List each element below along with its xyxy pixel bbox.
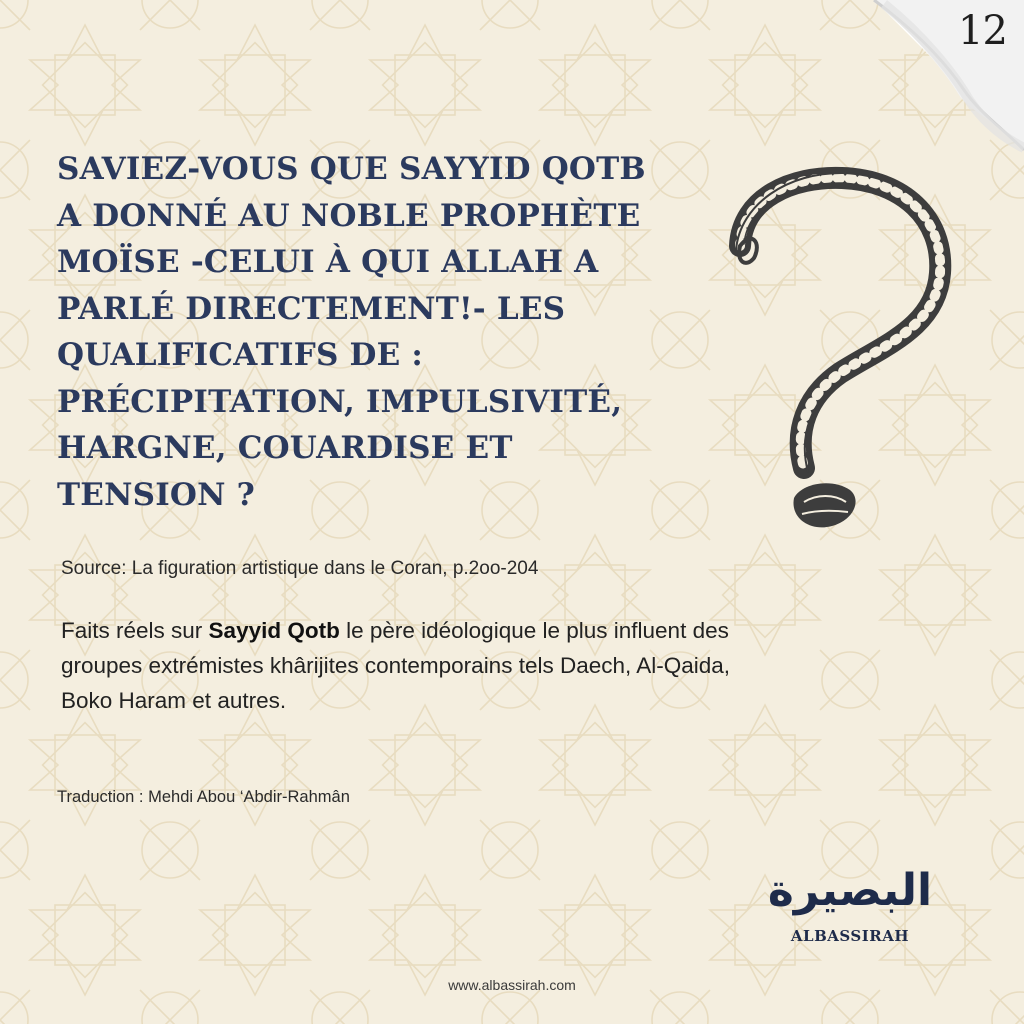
headline-line: PARLÉ DIRECTEMENT!- LES — [57, 290, 566, 327]
headline-line: SAVIEZ-VOUS QUE SAYYID QOTB — [57, 151, 646, 187]
logo-name: ALBASSIRAH — [790, 927, 910, 945]
svg-text:البصيرة: البصيرة — [767, 865, 933, 916]
facts-prefix: Faits réels sur — [61, 618, 209, 643]
headline-line: TENSION ? — [57, 476, 256, 513]
logo-calligraphy-icon — [767, 845, 933, 925]
website-link[interactable]: www.albassirah.com — [448, 977, 576, 993]
headline-line: HARGNE, COUARDISE ET — [57, 430, 513, 466]
albassirah-logo — [767, 845, 933, 950]
headline-line: A DONNÉ AU NOBLE PROPHÈTE — [57, 197, 641, 234]
headline-line: PRÉCIPITATION, IMPULSIVITÉ, — [57, 383, 623, 420]
headline — [57, 146, 717, 518]
facts-line3: Boko Haram et autres. — [61, 688, 287, 713]
headline-line: QUALIFICATIFS DE : — [57, 337, 424, 373]
source-citation: Source: La figuration artistique dans le Coran, p.2oo-204 — [61, 558, 539, 579]
facts-subject: Sayyid Qotb — [208, 618, 340, 643]
question-mark-icon — [722, 168, 954, 538]
facts-paragraph — [61, 613, 881, 718]
page-number: 12 — [958, 8, 1007, 54]
headline-line: MOÏSE -CELUI À QUI ALLAH A — [57, 244, 599, 280]
translation-credit: Traduction : Mehdi Abou ‘Abdir-Rahmân — [57, 788, 350, 806]
facts-line2: groupes extrémistes khârijites contemporains tels Daech, Al-Qaida, — [61, 653, 731, 678]
facts-line1-rest: le père idéologique le plus influent des — [339, 618, 729, 643]
